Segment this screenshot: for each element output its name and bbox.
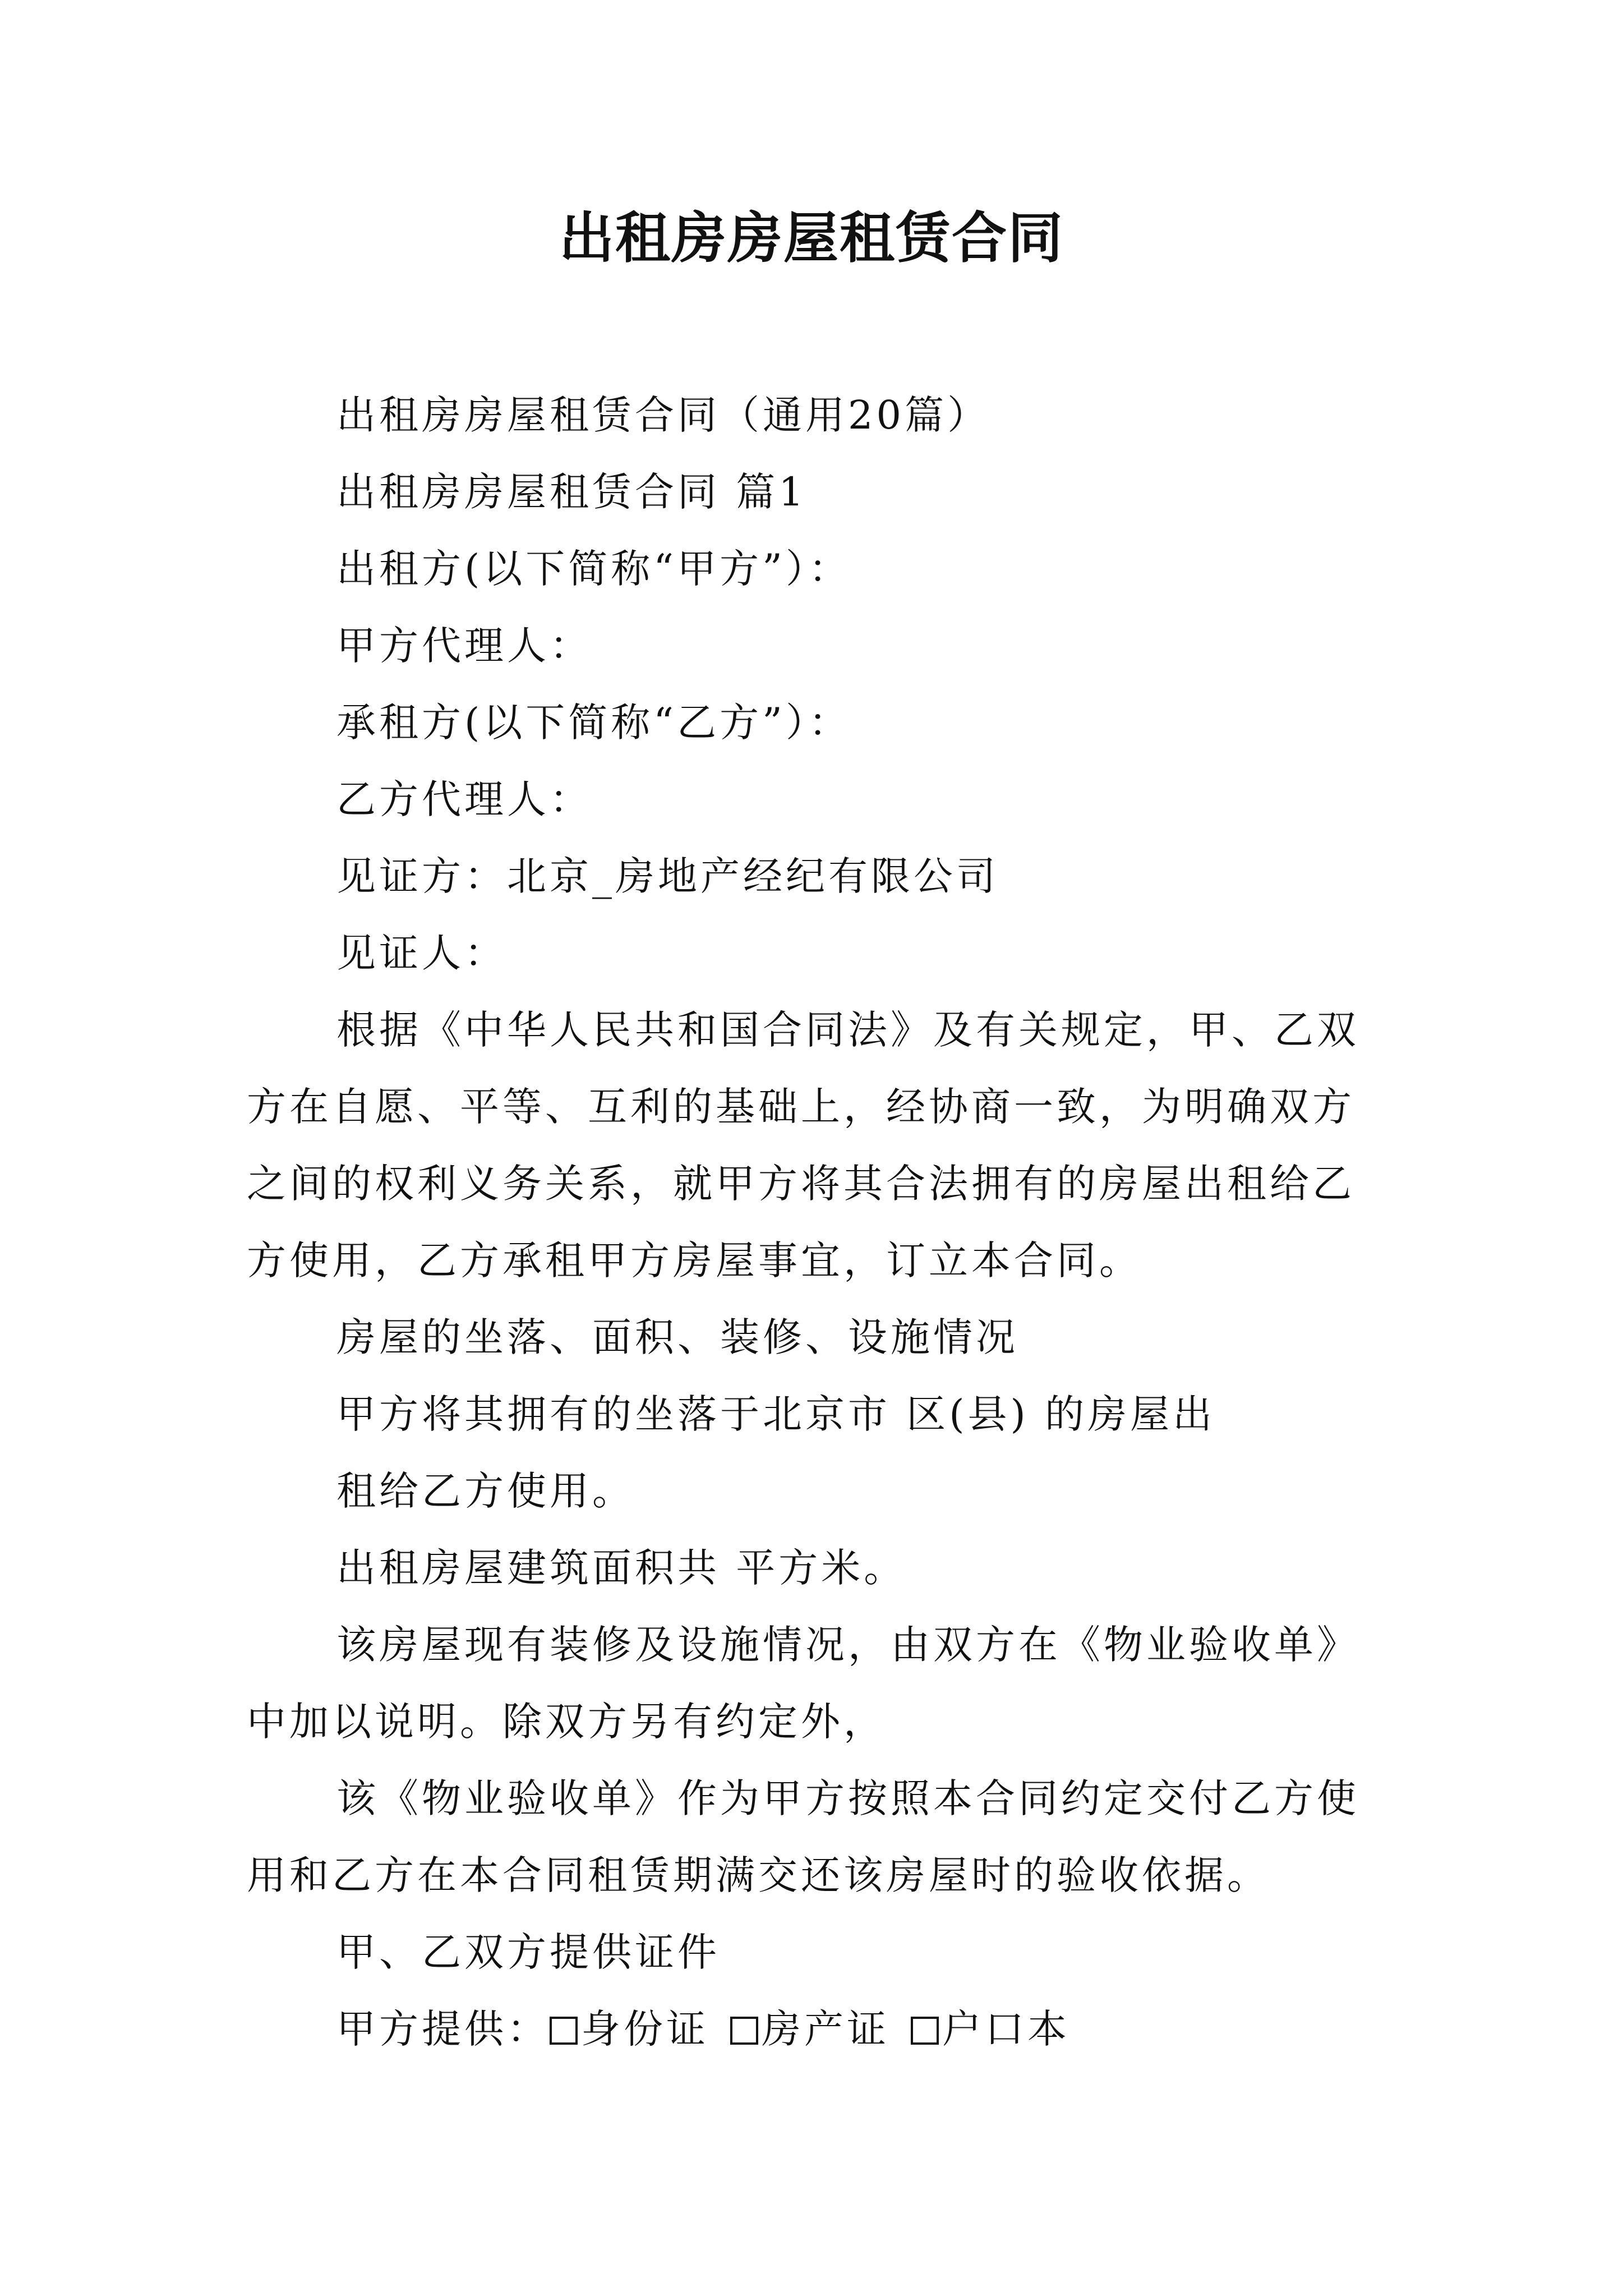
checkbox-property-certificate[interactable]: [730, 1991, 889, 2068]
paragraph-line: 甲方代理人：: [336, 623, 592, 669]
checkbox-id-card[interactable]: [550, 1991, 709, 2068]
paragraph-line: 方使用，乙方承租甲方房屋事宜，订立本合同。: [247, 1237, 1142, 1283]
paragraph-line: 出租房屋建筑面积共 平方米。: [336, 1545, 907, 1591]
document-title: 出租房房屋租赁合同: [559, 206, 1064, 270]
paragraph-line: 租给乙方使用。: [336, 1468, 635, 1514]
paragraph-line: 方在自愿、平等、互利的基础上，经协商一致，为明确双方: [247, 1084, 1355, 1130]
documents-provided-label: 甲方提供：: [336, 2006, 550, 2052]
paragraph-line: 该房屋现有装修及设施情况，由双方在《物业验收单》: [336, 1622, 1359, 1668]
paragraph-line: 甲方将其拥有的坐落于北京市 区(县) 的房屋出: [336, 1391, 1216, 1437]
documents-provided-line: [247, 1991, 1391, 2068]
checkbox-icon[interactable]: [730, 2017, 758, 2045]
paragraph-line: 承租方(以下简称“乙方”）：: [336, 700, 851, 746]
paragraph-line: 出租房房屋租赁合同（通用20篇）: [336, 392, 990, 438]
paragraph-line: 出租房房屋租赁合同 篇1: [336, 469, 807, 515]
paragraph-line: 乙方代理人：: [336, 776, 592, 822]
paragraph-line: 房屋的坐落、面积、装修、设施情况: [336, 1314, 1018, 1360]
paragraph-line: 见证方：北京_房地产经纪有限公司: [336, 853, 999, 899]
checkbox-label: 户口本: [942, 2006, 1070, 2052]
document-body: [247, 377, 1391, 2068]
checkbox-household-register[interactable]: [911, 1991, 1070, 2068]
paragraph-line: 出租方(以下简称“甲方”）：: [336, 546, 851, 592]
checkbox-label: 房产证: [762, 2006, 889, 2052]
checkbox-label: 身份证: [581, 2006, 709, 2052]
paragraph-line: 用和乙方在本合同租赁期满交还该房屋时的验收依据。: [247, 1852, 1270, 1898]
paragraph-line: 中加以说明。除双方另有约定外，: [247, 1699, 886, 1745]
paragraph-line: 甲、乙双方提供证件: [336, 1929, 720, 1975]
paragraph-line: 根据《中华人民共和国合同法》及有关规定，甲、乙双: [336, 1007, 1359, 1053]
paragraph-line: 该《物业验收单》作为甲方按照本合同约定交付乙方使: [336, 1775, 1359, 1821]
checkbox-icon[interactable]: [911, 2017, 939, 2045]
checkbox-icon[interactable]: [550, 2017, 578, 2045]
paragraph-line: 之间的权利义务关系，就甲方将其合法拥有的房屋出租给乙: [247, 1161, 1355, 1207]
paragraph-line: 见证人：: [336, 930, 507, 976]
